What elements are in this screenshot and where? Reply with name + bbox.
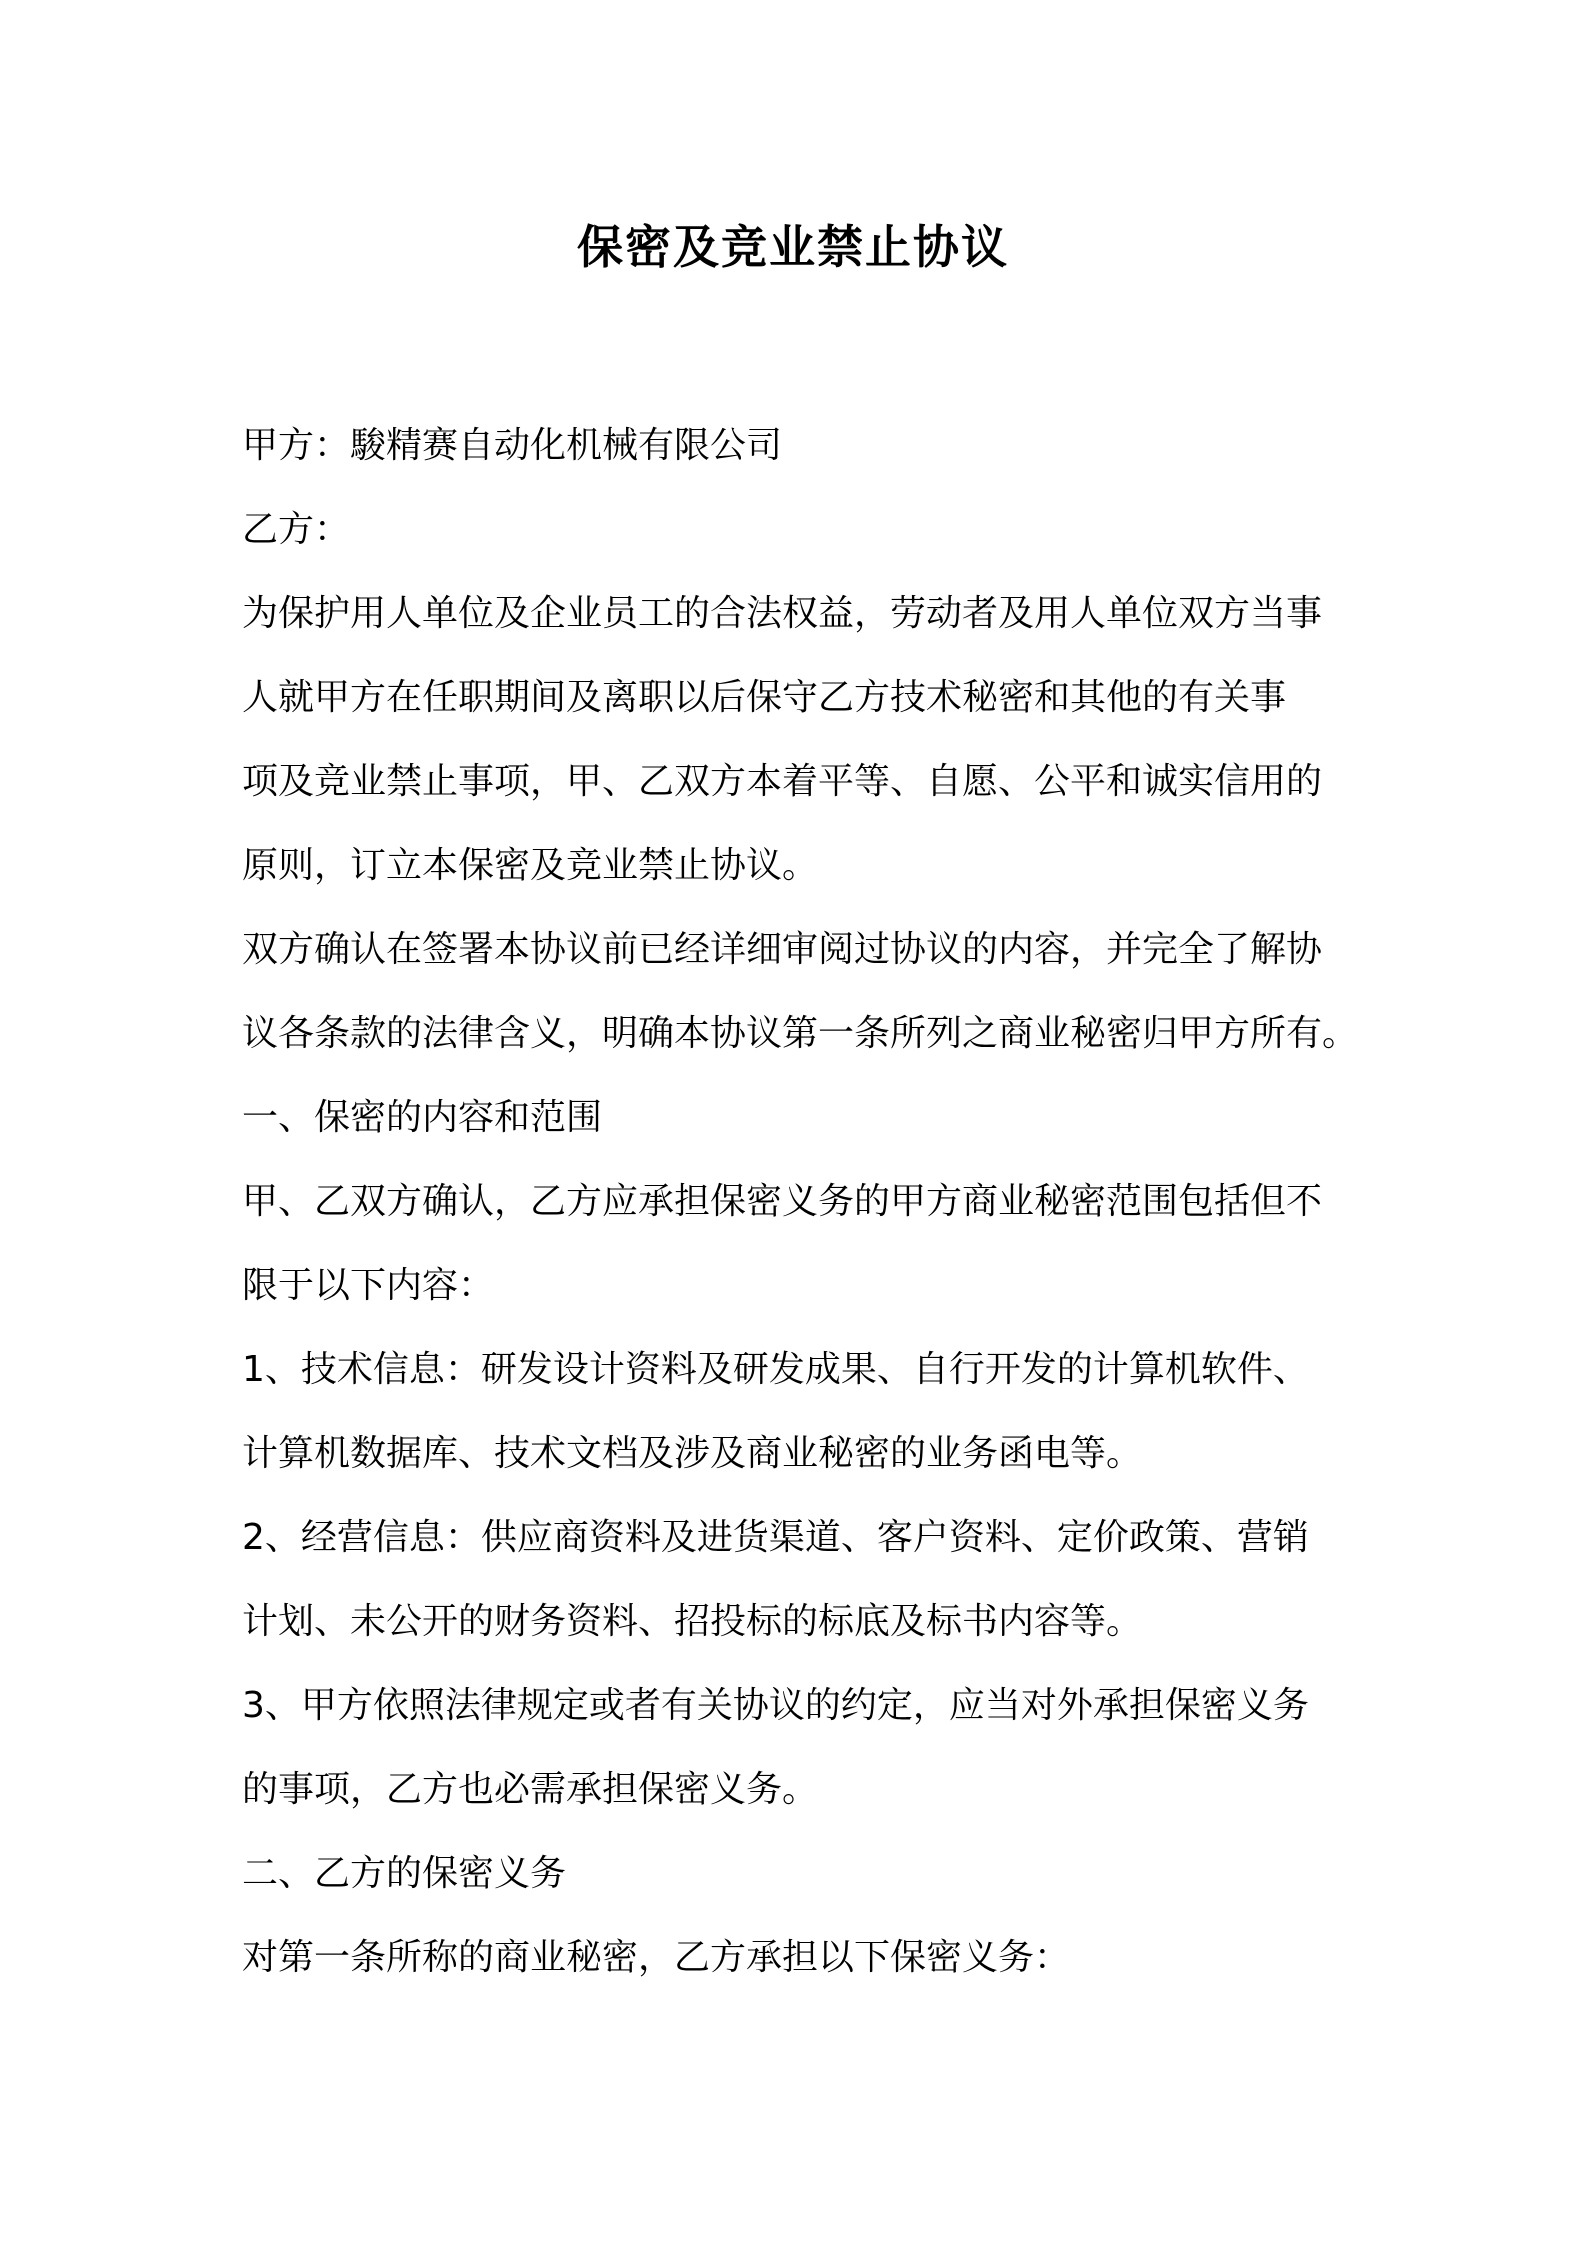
section-heading: 一、保密的内容和范围 [242,1097,603,1138]
party-a-line: 甲方：駿精赛自动化机械有限公司 [242,425,783,466]
paragraph-line: 对第一条所称的商业秘密，乙方承担以下保密义务： [242,1937,1071,1978]
party-b-line: 乙方： [242,509,351,550]
paragraph-line: 限于以下内容： [242,1265,495,1306]
paragraph-line: 人就甲方在任职期间及离职以后保守乙方技术秘密和其他的有关事 [242,677,1287,718]
paragraph-line: 议各条款的法律含义，明确本协议第一条所列之商业秘密归甲方所有。 [242,1013,1359,1054]
list-item-continuation: 计划、未公开的财务资料、招投标的标底及标书内容等。 [242,1601,1143,1642]
list-item-continuation: 的事项，乙方也必需承担保密义务。 [242,1769,819,1810]
list-item: 1、技术信息：研发设计资料及研发成果、自行开发的计算机软件、 [242,1349,1309,1390]
paragraph-line: 为保护用人单位及企业员工的合法权益，劳动者及用人单位双方当事 [242,593,1323,634]
list-item-continuation: 计算机数据库、技术文档及涉及商业秘密的业务函电等。 [242,1433,1143,1474]
paragraph-line: 双方确认在签署本协议前已经详细审阅过协议的内容，并完全了解协 [242,929,1323,970]
paragraph-line: 甲、乙双方确认，乙方应承担保密义务的甲方商业秘密范围包括但不 [242,1181,1323,1222]
document-title: 保密及竞业禁止协议 [577,220,1009,274]
list-item: 2、经营信息：供应商资料及进货渠道、客户资料、定价政策、营销 [242,1517,1309,1558]
paragraph-line: 原则，订立本保密及竞业禁止协议。 [242,845,819,886]
paragraph-line: 项及竞业禁止事项，甲、乙双方本着平等、自愿、公平和诚实信用的 [242,761,1323,802]
document-body [242,404,1382,2000]
section-heading: 二、乙方的保密义务 [242,1853,567,1894]
list-item: 3、甲方依照法律规定或者有关协议的约定，应当对外承担保密义务 [242,1685,1309,1726]
